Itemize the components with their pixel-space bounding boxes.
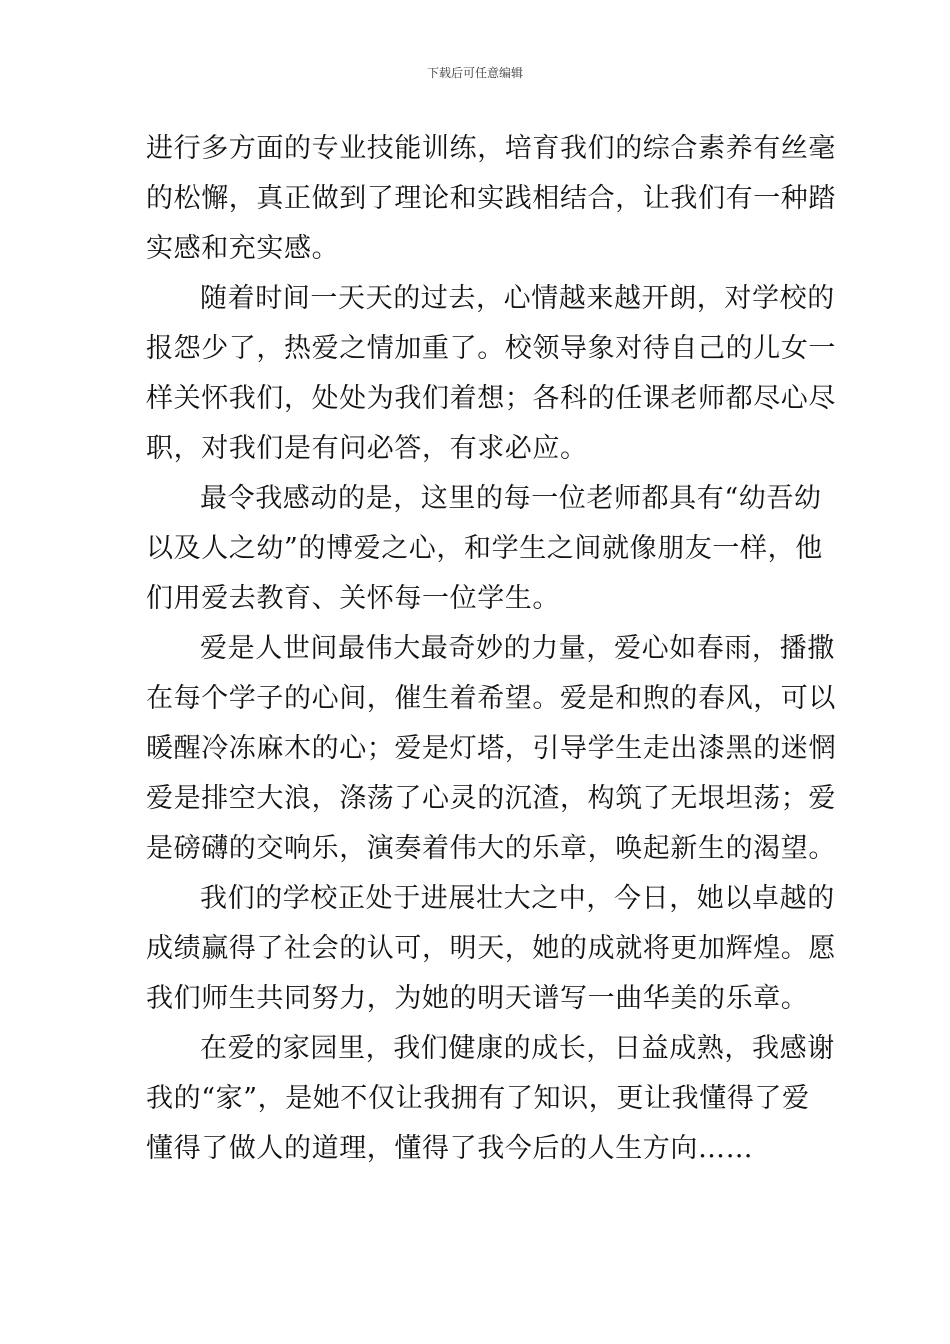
paragraph-first-line: 在爱的家园里，我们健康的成长，日益成熟，我感谢 — [200, 1033, 835, 1064]
paragraph-first-line: 随着时间一天天的过去，心情越来越开朗，对学校的 — [200, 283, 835, 314]
text-line: 爱是排空大浪，涤荡了心灵的沉渣，构筑了无垠坦荡；爱 — [146, 783, 836, 814]
document-body — [146, 124, 836, 1174]
text-line: 在每个学子的心间，催生着希望。爱是和煦的春风，可以 — [146, 683, 836, 714]
text-line: 我们师生共同努力，为她的明天谱写一曲华美的乐章。 — [146, 983, 809, 1014]
page-header: 下载后可任意编辑 — [426, 66, 523, 80]
text-line: 懂得了做人的道理，懂得了我今后的人生方向…… — [146, 1133, 754, 1164]
text-line: 以及人之幼”的博爱之心，和学生之间就像朋友一样，他 — [146, 533, 823, 564]
text-line: 们用爱去教育、关怀每一位学生。 — [146, 583, 560, 614]
text-line: 进行多方面的专业技能训练，培育我们的综合素养有丝毫 — [146, 133, 836, 164]
text-line: 是磅礴的交响乐，演奏着伟大的乐章，唤起新生的渴望。 — [146, 833, 836, 864]
paragraph-first-line: 爱是人世间最伟大最奇妙的力量，爱心如春雨，播撒 — [200, 633, 835, 664]
text-line: 暖醒冷冻麻木的心；爱是灯塔，引导学生走出漆黑的迷惘 — [146, 733, 836, 764]
text-line: 报怨少了，热爱之情加重了。校领导象对待自己的儿女一 — [146, 333, 836, 364]
text-line: 的松懈，真正做到了理论和实践相结合，让我们有一种踏 — [146, 183, 836, 214]
text-line: 职，对我们是有问必答，有求必应。 — [146, 433, 588, 464]
paragraph-first-line: 我们的学校正处于进展壮大之中，今日，她以卓越的 — [200, 883, 835, 914]
text-line: 成绩赢得了社会的认可，明天，她的成就将更加辉煌。愿 — [146, 933, 836, 964]
text-line: 样关怀我们，处处为我们着想；各科的任课老师都尽心尽 — [146, 383, 836, 414]
text-line: 我的“家”，是她不仅让我拥有了知识，更让我懂得了爱 — [146, 1083, 810, 1114]
paragraph-first-line: 最令我感动的是，这里的每一位老师都具有“幼吾幼 — [200, 483, 822, 514]
text-line: 实感和充实感。 — [146, 233, 340, 264]
